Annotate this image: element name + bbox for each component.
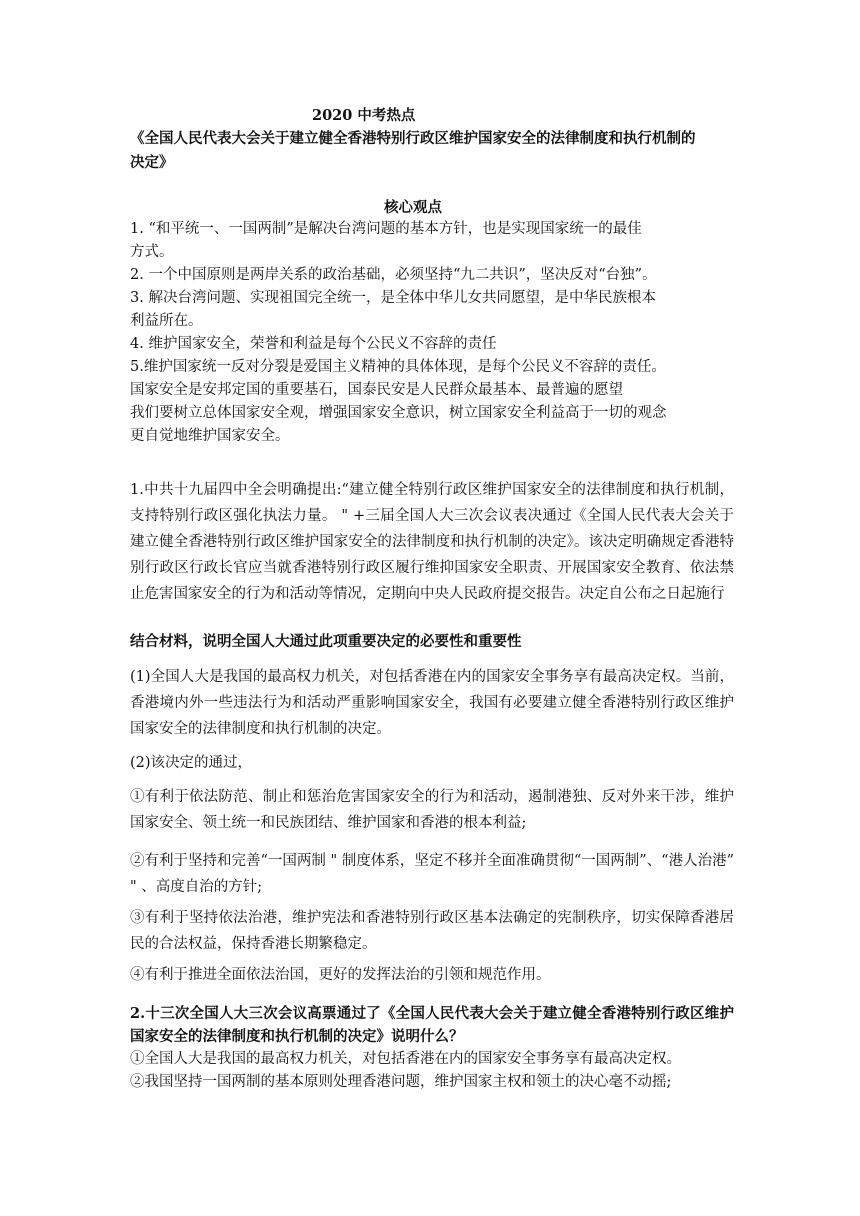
- material-question: 结合材料，说明全国人大通过此项重要决定的必要性和重要性: [130, 633, 522, 650]
- core-line: 方式。: [130, 244, 174, 260]
- core-line: 更自觉地维护国家安全。: [130, 428, 290, 444]
- answer-1: (1)全国人大是我国的最高权力机关，对包括香港在内的国家安全事务享有最高决定权。当前，香港境内外一些违法行为和活动严重影响国家安全，我国有必要建立健全香港特别行政区维护国家安全的法律制度和执行机制的决定。: [130, 669, 734, 737]
- point-4: ④有利于推进全面依法治国，更好的发挥法治的引领和规范作用。: [130, 967, 551, 983]
- doc-title-line1: 《全国人民代表大会关于建立健全香港特别行政区维护国家安全的法律制度和执行机制的: [130, 130, 696, 147]
- core-line: 3. 解决台湾问题、实现祖国完全统一，是全体中华儿女共同愿望，是中华民族根本: [130, 290, 656, 306]
- q2-line2: ②我国坚持一国两制的基本原则处理香港问题，维护国家主权和领土的决心毫不动摇;: [130, 1074, 672, 1090]
- point-3: ③有利于坚持依法治港，维护宪法和香港特别行政区基本法确定的宪制秩序，切实保障香港居民的合法权益，保持香港长期繁稳定。: [130, 910, 734, 952]
- year-title: 2020 中考热点: [312, 107, 416, 124]
- core-line: 5.维护国家统一反对分裂是爱国主义精神的具体体现，是每个公民义不容辞的责任。: [130, 359, 666, 375]
- core-line: 国家安全是安邦定国的重要基石，国泰民安是人民群众最基本、最普遍的愿望: [130, 382, 623, 398]
- answer-2: (2)该决定的通过，: [130, 755, 253, 771]
- core-line: 我们要树立总体国家安全观，增强国家安全意识，树立国家安全利益高于一切的观念: [130, 405, 667, 421]
- point-1: ①有利于依法防范、制止和惩治危害国家安全的行为和活动，遏制港独、反对外来干涉，维护国家安全、领土统一和民族团结、维护国家和香港的根本利益;: [130, 789, 734, 831]
- material-paragraph: 1.中共十九届四中全会明确提出:“建立健全特别行政区维护国家安全的法律制度和执行机制，支持特别行政区强化执法力量。 " +三届全国人大三次会议表决通过《全国人民代表大会关于建立健全香港特别行政区维护国家安全的法律制度和执行机制的决定》。该决定明确规定香港特别行政区行政长官应当就香港特别行政区履行维抑国家安全职责、开展国家安全教育、依法禁止危害国家安全的行为和活动等情况，定期向中央人民政府提交报告。决定自公布之日起施行: [130, 482, 734, 602]
- q2-question: 2.十三次全国人大三次会议高票通过了《全国人民代表大会关于建立健全香港特别行政区维护国家安全的法律制度和执行机制的决定》说明什么？: [130, 1005, 734, 1045]
- point-2: ②有利于坚持和完善“一国两制 " 制度体系，坚定不移并全面准确贯彻“一国两制”、“港人治港” " 、高度自治的方针;: [130, 853, 734, 895]
- core-line: 4. 维护国家安全，荣誉和利益是每个公民义不容辞的责任: [130, 336, 497, 352]
- core-line: 1. “和平统一、一国两制”是解决台湾问题的基本方针，也是实现国家统一的最佳: [130, 221, 642, 237]
- core-line: 2. 一个中国原则是两岸关系的政治基础，必须坚持“九二共识”，坚决反对“台独”。: [130, 267, 657, 283]
- core-heading: 核心观点: [384, 199, 442, 216]
- doc-title-line2: 决定》: [130, 154, 174, 171]
- core-line: 利益所在。: [130, 313, 203, 329]
- q2-line1: ①全国人大是我国的最高权力机关，对包括香港在内的国家安全事务享有最高决定权。: [130, 1051, 681, 1067]
